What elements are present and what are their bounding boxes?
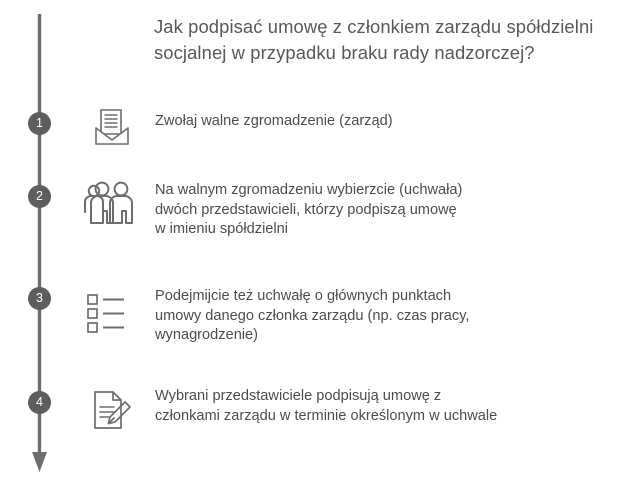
step-number-badge-1: 1 bbox=[28, 112, 51, 135]
step-text-2-line-3: w imieniu spółdzielni bbox=[155, 221, 289, 237]
checklist-icon bbox=[84, 291, 134, 340]
vertical-timeline bbox=[0, 0, 80, 488]
step-number-badge-4: 4 bbox=[28, 391, 51, 414]
group-of-people-icon bbox=[78, 178, 142, 239]
step-text-1 bbox=[155, 112, 585, 132]
step-text-3-line-1: Podejmijcie też uchwałę o głównych punktach bbox=[155, 288, 452, 304]
step-text-4 bbox=[155, 387, 585, 426]
page-title-line-2: spółdzielni socjalnej w przypadku braku rady bbox=[154, 16, 594, 63]
step-text-4-line-2: członkami zarządu w terminie określonym w uchwale bbox=[155, 407, 498, 424]
step-number-badge-3: 3 bbox=[28, 287, 51, 310]
page-title bbox=[154, 14, 606, 66]
step-text-4-line-1: Wybrani przedstawiciele podpisują umowę z bbox=[155, 388, 442, 404]
step-text-2-line-1: Na walnym zgromadzeniu wybierzcie (uchwała) bbox=[155, 182, 463, 198]
step-text-3-line-3: wynagrodzenie) bbox=[155, 327, 259, 343]
step-number-badge-2: 2 bbox=[28, 185, 51, 208]
document-pencil-icon bbox=[90, 388, 134, 439]
page-title-line-1: Jak podpisać umowę z członkiem zarządu bbox=[154, 16, 502, 37]
step-text-2-line-2: dwóch przedstawicieli, którzy podpiszą umowę bbox=[155, 201, 457, 218]
step-text-3-line-2: umowy danego członka zarządu (np. czas pracy, bbox=[155, 307, 470, 324]
step-text-2 bbox=[155, 181, 585, 240]
page-title-line-3: nadzorczej? bbox=[434, 42, 535, 63]
step-text-1-line-1: Zwołaj walne zgromadzenie (zarząd) bbox=[155, 113, 393, 129]
document-envelope-icon bbox=[92, 106, 132, 153]
step-text-3 bbox=[155, 287, 585, 346]
timeline-arrow-icon bbox=[0, 0, 80, 488]
